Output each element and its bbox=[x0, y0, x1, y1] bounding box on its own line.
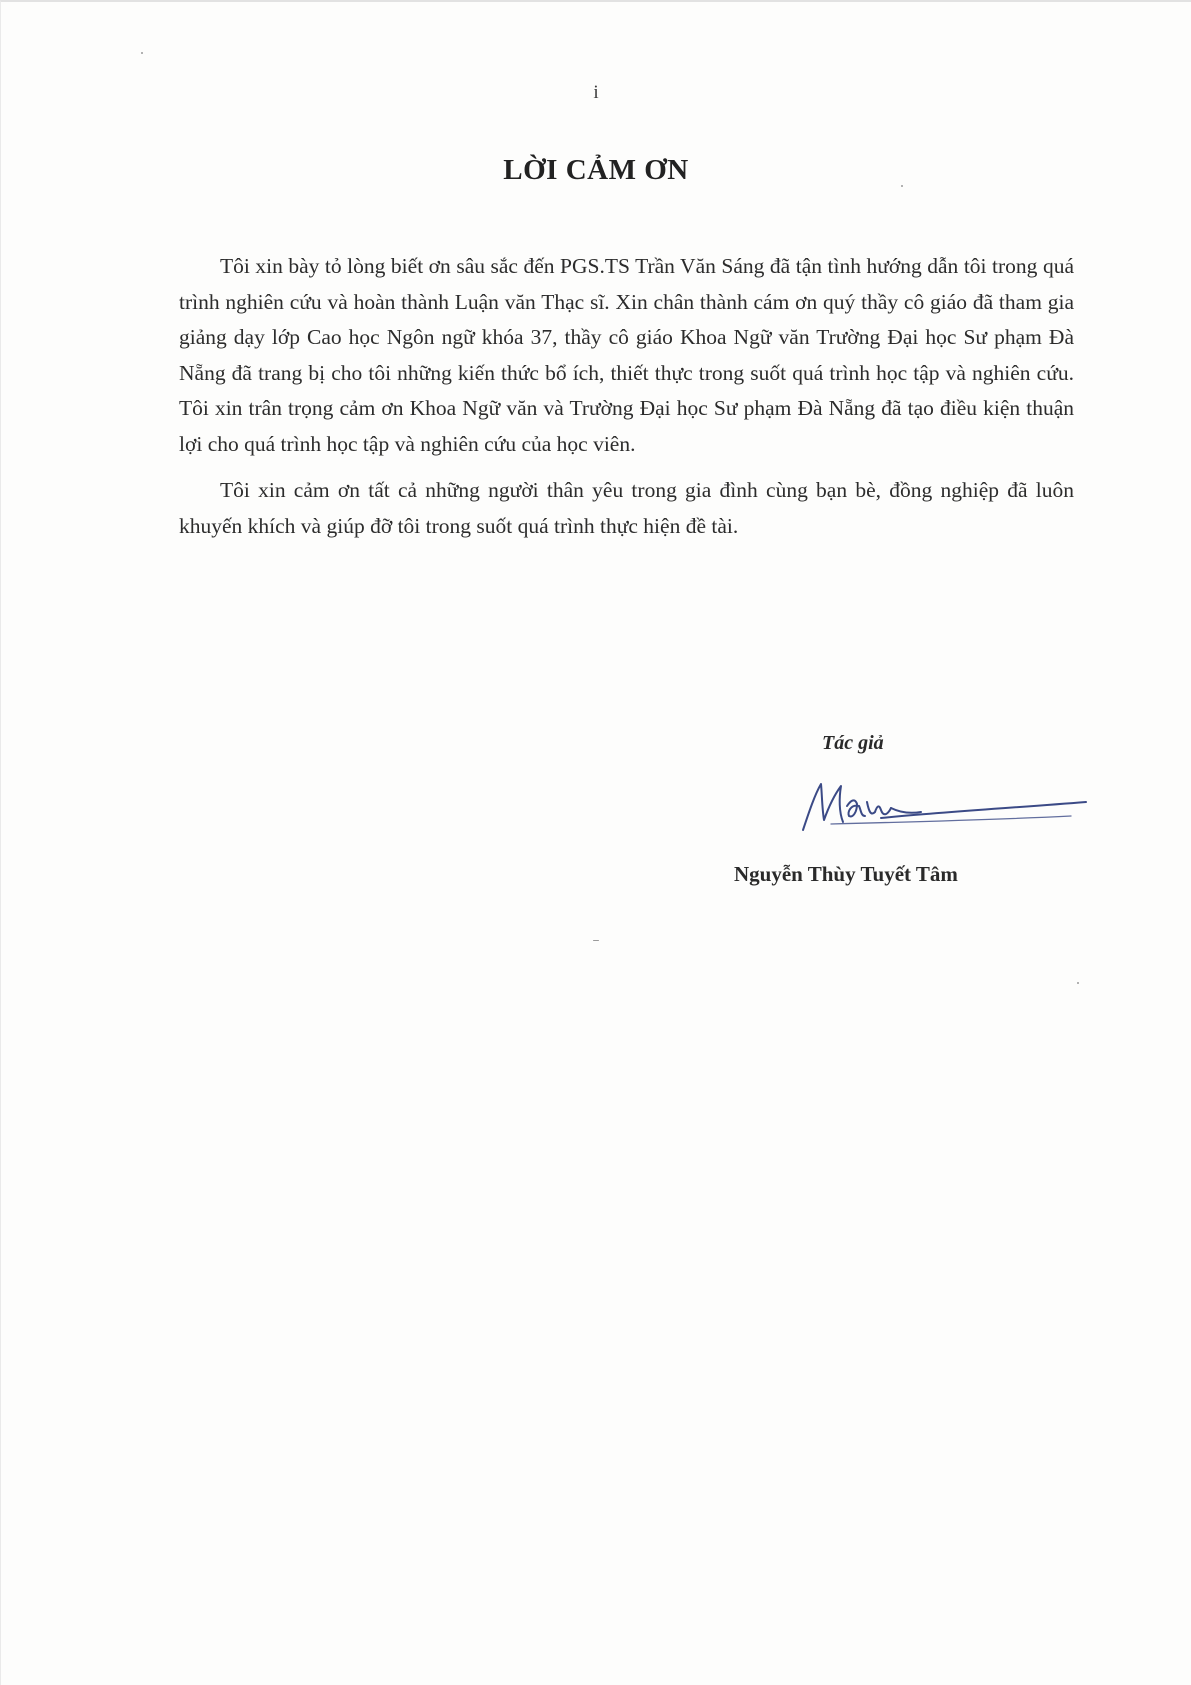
scan-speck bbox=[141, 52, 143, 54]
handwritten-signature bbox=[791, 772, 1091, 842]
scan-speck bbox=[1077, 982, 1079, 984]
scan-speck bbox=[901, 185, 903, 187]
acknowledgement-body bbox=[179, 249, 1074, 555]
page-number: i bbox=[593, 82, 599, 103]
page-title: LỜI CẢM ƠN bbox=[503, 154, 689, 186]
author-name: Nguyễn Thùy Tuyết Tâm bbox=[734, 862, 958, 886]
paragraph-1: Tôi xin bày tỏ lòng biết ơn sâu sắc đến PGS.TS Trần Văn Sáng đã tận tình hướng dẫn tôi trong quá trình nghiên cứu và hoàn thành Luận văn Thạc sĩ. Xin chân thành cám ơn quý thầy cô giáo đã tham gia giảng dạy lớp Cao học Ngôn ngữ khóa 37, thầy cô giáo Khoa Ngữ văn Trường Đại học Sư phạm Đà Nẵng đã trang bị cho tôi những kiến thức bổ ích, thiết thực trong suốt quá trình học tập và nghiên cứu. Tôi xin trân trọng cảm ơn Khoa Ngữ văn và Trường Đại học Sư phạm Đà Nẵng đã tạo điều kiện thuận lợi cho quá trình học tập và nghiên cứu của học viên. bbox=[179, 254, 1074, 456]
author-role-label: Tác giả bbox=[822, 732, 884, 754]
paragraph-2: Tôi xin cảm ơn tất cả những người thân yêu trong gia đình cùng bạn bè, đồng nghiệp đã luôn khuyến khích và giúp đỡ tôi trong suốt quá trình thực hiện đề tài. bbox=[179, 478, 1074, 538]
scan-speck bbox=[593, 940, 599, 941]
